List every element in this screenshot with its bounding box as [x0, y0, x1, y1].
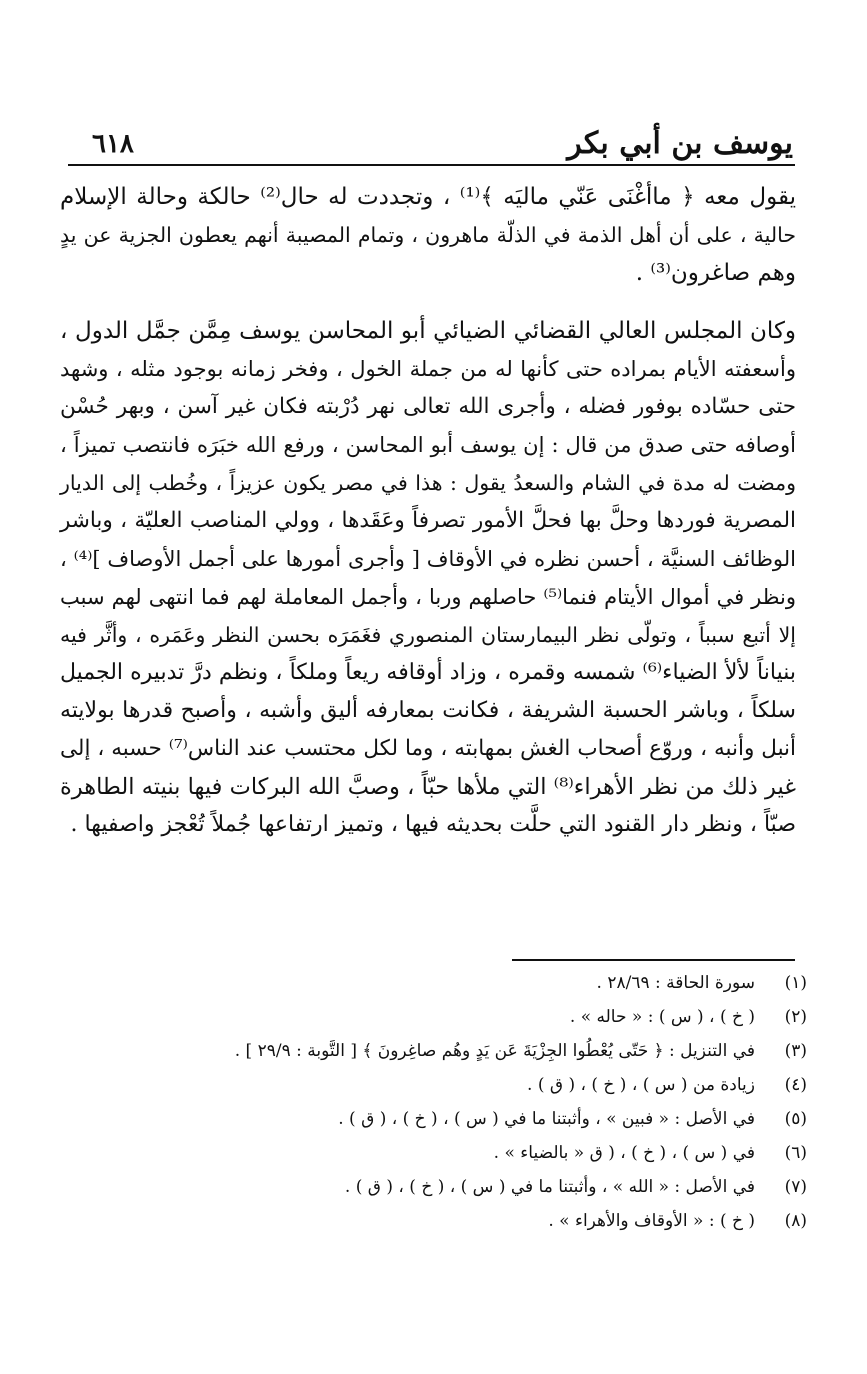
footnote-number: (٣) — [784, 1041, 807, 1061]
text-line: سلكاً ، وباشر الحسبة الشريفة ، فكانت بمعارفه أليق وأشبه ، وأصبح قدرها بولايته — [60, 698, 796, 723]
footnotes — [147, 968, 807, 1240]
footnote — [147, 1070, 807, 1104]
text-line: ومضت له مدة في الشام والسعدُ يقول : هذا في مصر يكون عزيزاً ، وخُطب إلى الديار — [60, 471, 796, 495]
footnote-text: في ( س ) ، ( خ ) ، ( ق « بالضياء » . — [493, 1143, 755, 1163]
text-line: الوظائف السنيَّة ، أحسن نظره في الأوقاف [ وأجرى أمورها على أجمل الأوصاف ]⁽⁴⁾ ، — [60, 547, 796, 571]
footnote-text: في الأصل : « الله » ، وأثبتنا ما في ( س ) ، ( خ ) ، ( ق ) . — [344, 1177, 755, 1197]
footnote-text: ( خ ) ، ( س ) : « حاله » . — [569, 1007, 755, 1027]
paragraph-gap — [60, 294, 796, 314]
text-line: أنبل وأنبه ، وروّع أصحاب الغش بمهابته ، وما لكل محتسب عند الناس⁽⁷⁾ حسبه ، إلى — [60, 736, 797, 761]
footnote — [147, 1138, 807, 1172]
text-line: إلا أتبع سبباً ، وتولّى نظر البيمارستان المنصوري فغَمَرَه بحسن النظر وعَمَره ، وأثَّر فيه — [60, 623, 796, 647]
header-rule — [68, 164, 795, 166]
text-line: صبّاً ، ونظر دار القنود التي حلَّت بحديثه فيها ، وتميز ارتفاعها جُملاً تُعْجز واصفيها . — [70, 812, 796, 837]
footnote-number: (٦) — [784, 1143, 807, 1163]
footnote-number: (٤) — [784, 1075, 807, 1095]
footnote-text: سورة الحاقة : ٢٨/٦٩ . — [596, 973, 755, 993]
text-line: أوصافه حتى صدق من قال : إن يوسف أبو المحاسن ، ورفع الله خبَرَه فانتصب تميزاً ، — [60, 433, 796, 457]
text-line: حالية ، على أن أهل الذمة في الذلّة ماهرون ، وتمام المصيبة أنهم يعطون الجزية عن يدٍ — [60, 223, 796, 247]
text-line: يقول معه ﴿ ماأغْنَى عَنّي ماليَه ﴾⁽¹⁾ ، وتجددت له حال⁽²⁾ حالكة وحالة الإسلام — [60, 184, 796, 210]
footnote — [147, 968, 807, 1002]
footnote-number: (٢) — [784, 1007, 807, 1027]
footnote-text: في الأصل : « فبين » ، وأثبتنا ما في ( س ) ، ( خ ) ، ( ق ) . — [338, 1109, 755, 1129]
footnote-text: في التنزيل : ﴿ حَتّى يُعْطُوا الجِزْيَةَ عَن يَدٍ وهُم صاغِرونَ ﴾ [ التَّوبة : ٢٩/٩ ] . — [234, 1041, 755, 1061]
text-line: وأسعفته الأيام بمراده حتى كأنها له من جملة الخول ، وفخر زمانه بوجود مثله ، وشهد — [60, 357, 796, 381]
footnote-rule — [512, 959, 795, 961]
footnote-number: (٨) — [784, 1211, 807, 1231]
text-line: غير ذلك من نظر الأهراء⁽⁸⁾ التي ملأها حبّاً ، وصبَّ الله البركات فيها بنيته الطاهرة — [60, 774, 797, 800]
footnote-text: ( خ ) : « الأوقاف والأهراء » . — [548, 1211, 755, 1231]
footnote — [147, 1036, 807, 1070]
text-line: حتى حسّاده بوفور فضله ، وأجرى الله تعالى نهر دُرْبته فكان غير آسن ، وبهر حُسْن — [60, 394, 796, 419]
running-header — [70, 118, 793, 164]
text-line: المصرية فوردها وحلَّ بها فحلَّ الأمور تصرفاً وعَقَدها ، وولي المناصب العليّة ، وباشر — [60, 508, 796, 533]
footnote-number: (١) — [784, 973, 807, 993]
footnote-text: زيادة من ( س ) ، ( خ ) ، ( ق ) . — [527, 1075, 755, 1095]
footnote-number: (٥) — [784, 1109, 807, 1129]
footnote — [147, 1002, 807, 1036]
text-line: وهم صاغرون⁽³⁾ . — [635, 260, 796, 286]
page-number: ٦١٨ — [92, 129, 134, 159]
main-text — [60, 180, 796, 846]
text-line: ونظر في أموال الأيتام فنما⁽⁵⁾ حاصلهم وربا ، وأجمل المعاملة لهم فما انتهى لهم سبب — [60, 585, 796, 609]
footnote — [147, 1172, 807, 1206]
text-line: وكان المجلس العالي القضائي الضيائي أبو المحاسن يوسف مِمَّن جمَّل الدول ، — [60, 318, 796, 344]
text-line: بنياناً لألأ الضياء⁽⁶⁾ شمسه وقمره ، وزاد أوقافه ريعاً وملكاً ، ونظم درَّ تدبيره الجميل — [60, 660, 796, 685]
footnote — [147, 1104, 807, 1138]
footnote-number: (٧) — [784, 1177, 807, 1197]
footnote — [147, 1206, 807, 1240]
running-title: يوسف بن أبي بكر — [567, 126, 793, 161]
